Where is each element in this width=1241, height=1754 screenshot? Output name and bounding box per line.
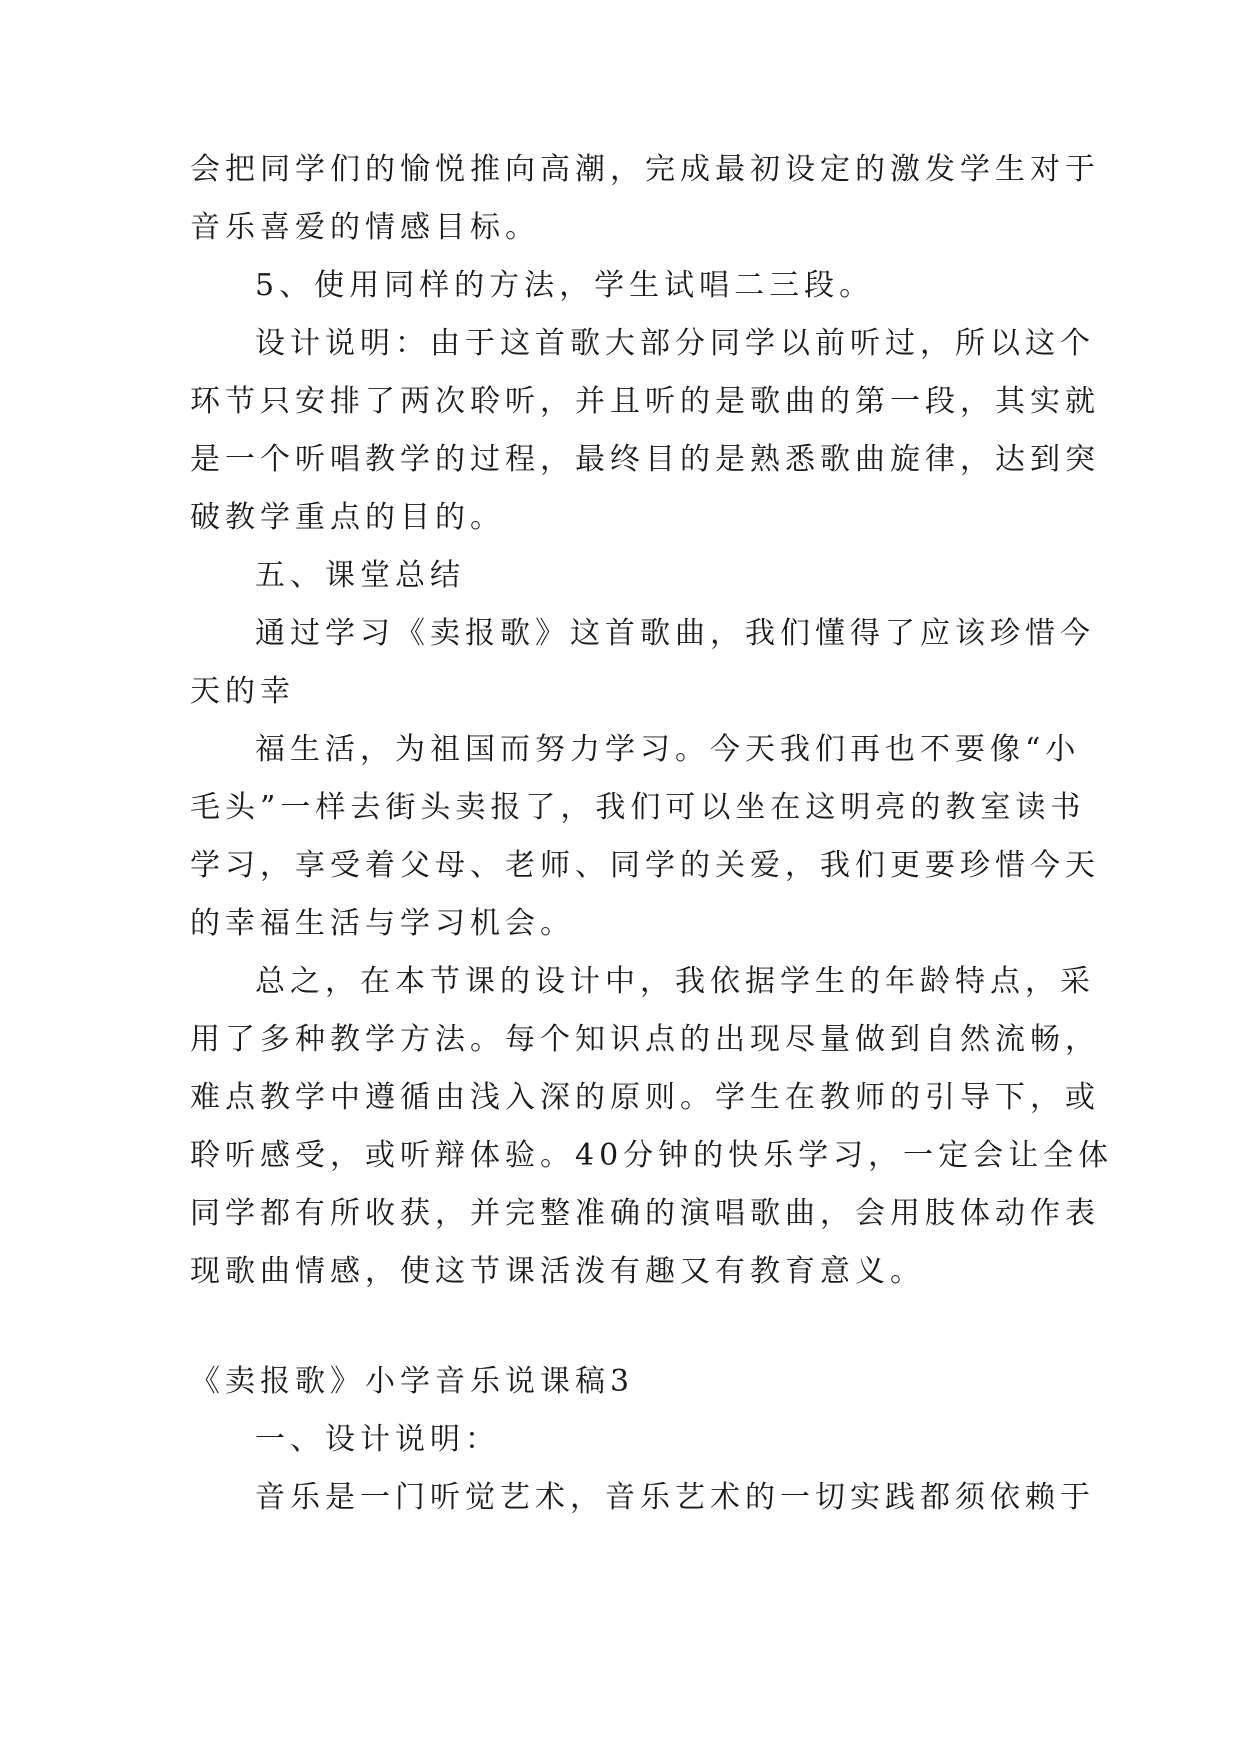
text-line-12: 毛头”一样去街头卖报了，我们可以坐在这明亮的教室读书 xyxy=(190,790,1086,825)
text-line-23: 音乐是一门听觉艺术，音乐艺术的一切实践都须依赖于 xyxy=(255,1480,1095,1515)
text-line-18: 聆听感受，或听辩体验。40分钟的快乐学习，一定会让全体 xyxy=(190,1138,1114,1173)
text-line-10: 天的幸 xyxy=(190,674,295,709)
text-line-3: 5、使用同样的方法，学生试唱二三段。 xyxy=(255,268,875,303)
text-line-13: 学习，享受着父母、老师、同学的关爱，我们更要珍惜今天 xyxy=(190,848,1100,883)
text-line-1: 会把同学们的愉悦推向高潮，完成最初设定的激发学生对于 xyxy=(190,152,1100,187)
text-line-7: 破教学重点的目的。 xyxy=(190,500,505,535)
text-line-15: 总之，在本节课的设计中，我依据学生的年龄特点，采 xyxy=(255,964,1095,999)
text-line-6: 是一个听唱教学的过程，最终目的是熟悉歌曲旋律，达到突 xyxy=(190,442,1100,477)
text-line-9: 通过学习《卖报歌》这首歌曲，我们懂得了应该珍惜今 xyxy=(255,616,1095,651)
text-line-4: 设计说明：由于这首歌大部分同学以前听过，所以这个 xyxy=(255,326,1095,361)
text-line-14: 的幸福生活与学习机会。 xyxy=(190,906,575,941)
text-line-2: 音乐喜爱的情感目标。 xyxy=(190,210,540,245)
text-line-17: 难点教学中遵循由浅入深的原则。学生在教师的引导下，或 xyxy=(190,1080,1100,1115)
text-line-11: 福生活，为祖国而努力学习。今天我们再也不要像“小 xyxy=(255,732,1081,767)
document-section-title: 《卖报歌》小学音乐说课稿3 xyxy=(190,1364,635,1399)
text-line-19: 同学都有所收获，并完整准确的演唱歌曲，会用肢体动作表 xyxy=(190,1196,1100,1231)
text-line-20: 现歌曲情感，使这节课活泼有趣又有教育意义。 xyxy=(190,1254,925,1289)
section-heading-design: 一、设计说明： xyxy=(255,1422,500,1457)
section-heading-summary: 五、课堂总结 xyxy=(255,558,465,593)
text-line-5: 环节只安排了两次聆听，并且听的是歌曲的第一段，其实就 xyxy=(190,384,1100,419)
text-line-16: 用了多种教学方法。每个知识点的出现尽量做到自然流畅， xyxy=(190,1022,1100,1057)
